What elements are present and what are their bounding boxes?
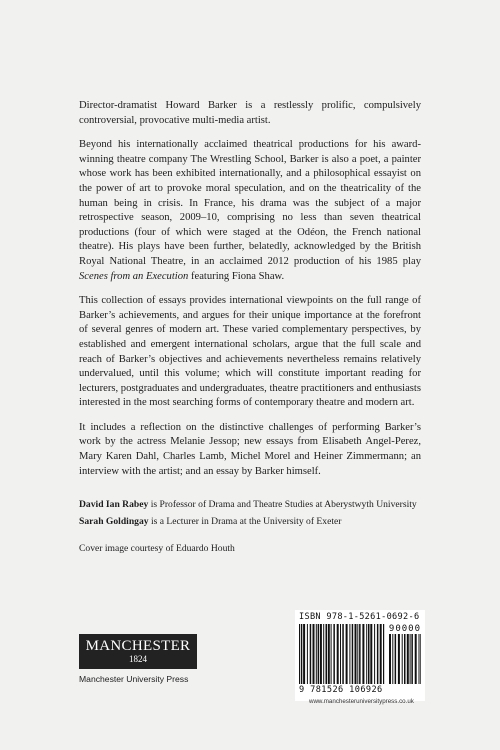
publisher-logo	[79, 634, 197, 684]
barcode-bar	[415, 634, 417, 684]
barcode-bars	[299, 624, 385, 684]
barcode-bar	[313, 624, 315, 684]
barcode-bar	[418, 634, 419, 684]
barcode-bar	[407, 634, 409, 684]
cover-credit: Cover image courtesy of Eduardo Houth	[79, 543, 235, 554]
editor-role: is Professor of Drama and Theatre Studies at Aberystwyth University	[148, 499, 417, 510]
blurb-paragraph-2-end: featuring Fiona Shaw.	[188, 270, 285, 282]
logo-year: 1824	[129, 653, 147, 664]
barcode-bar	[310, 624, 312, 684]
barcode-bar	[411, 634, 413, 684]
barcode-bar	[410, 634, 411, 684]
barcode-bar	[323, 624, 324, 684]
blurb-paragraph-2	[79, 138, 421, 284]
barcode-bar	[377, 624, 379, 684]
barcode-bar	[374, 624, 375, 684]
barcode-bar	[366, 624, 367, 684]
blurb	[79, 99, 421, 489]
publisher-url: www.manchesteruniversitypress.co.uk	[309, 698, 414, 705]
editor-name: David Ian Rabey	[79, 499, 149, 510]
editor-bios	[79, 496, 439, 530]
barcode-bar	[337, 624, 339, 684]
logo-box	[79, 634, 197, 669]
barcode-bar	[301, 624, 303, 684]
addon-bars	[389, 634, 421, 684]
barcode-bar	[368, 624, 370, 684]
barcode-bar	[402, 634, 403, 684]
barcode-bar	[318, 624, 320, 684]
barcode-bar	[359, 624, 361, 684]
barcode-panel	[295, 610, 425, 701]
barcode-bar	[307, 624, 308, 684]
barcode-bar	[342, 624, 344, 684]
editor-role: is a Lecturer in Drama at the University of Exeter	[148, 516, 342, 527]
play-title: Scenes from an Execution	[79, 270, 189, 282]
barcode-bar	[326, 624, 328, 684]
blurb-paragraph-1: Director-dramatist Howard Barker is a restlessly prolific, compulsively controversial, provocative multi-media artist.	[79, 100, 421, 126]
editor-name: Sarah Goldingay	[79, 516, 149, 527]
barcode-bar	[383, 624, 384, 684]
blurb-paragraph-3: This collection of essays provides international viewpoints on the full range of Barker’s achievements, and argues for their unique importance at the forefront of several genres of modern art. These varied complementary perspectives, by established and emergent international scholars, argue that the full scale and reach of Barker’s objectives and achievements nevertheless remains relatively undervalued, until this volume; which will constitute important reading for lecturers, postgraduates and undergraduates, theatre practitioners and enthusiasts interested in the most searching forms of contemporary theatre and modern art.	[79, 295, 421, 409]
barcode-bar	[340, 624, 341, 684]
editor-bio	[79, 513, 439, 530]
isbn-text: ISBN 978-1-5261-0692-6	[299, 612, 420, 622]
barcode-bar	[357, 624, 358, 684]
blurb-paragraph-2-text: Beyond his internationally acclaimed theatrical productions for his award-winning theatre company The Wrestling School, Barker is also a poet, a painter whose work has been exhibited internationally, and a philosophical essayist on the power of art to provoke moral speculation, and on the theatricality of the human being in crisis. In France, his drama was the subject of a major retrospective season, 2009–10, comprising no less than seven theatrical productions (four of which were staged at the Odéon, the French national theatre). His plays have been further, belatedly, acknowledged by the British Royal National Theatre, in an acclaimed 2012 production of his 1985 play	[79, 139, 421, 267]
barcode-bar	[362, 624, 364, 684]
barcode-bar	[355, 624, 357, 684]
barcode-bar	[420, 634, 421, 684]
barcode-bar	[389, 634, 391, 684]
barcode-bar	[404, 634, 406, 684]
ean-digits: 9 781526 106926	[299, 685, 383, 695]
barcode-bar	[333, 624, 335, 684]
editor-bio	[79, 496, 439, 513]
barcode-bar	[380, 624, 382, 684]
press-name: Manchester University Press	[79, 674, 189, 684]
barcode-bar	[346, 624, 348, 684]
barcode-addon	[389, 624, 421, 684]
barcode-bar	[299, 624, 300, 684]
barcode-bar	[395, 634, 397, 684]
barcode-bar	[316, 624, 317, 684]
barcode-bar	[331, 624, 332, 684]
barcode-bar	[320, 624, 322, 684]
barcode-bar	[303, 624, 305, 684]
barcode-bars-row	[299, 624, 421, 684]
barcode-bar	[398, 634, 400, 684]
barcode-bar	[328, 624, 330, 684]
blurb-paragraph-4: It includes a reflection on the distinctive challenges of performing Barker’s work by the actress Melanie Jessop; new essays from Elisabeth Angel-Perez, Mary Karen Dahl, Charles Lamb, Michel Morel and Heiner Zimmermann; an interview with the artist; and an essay by Barker himself.	[79, 421, 421, 477]
barcode-bar	[352, 624, 354, 684]
logo-name: MANCHESTER	[85, 637, 191, 654]
barcode-bar	[349, 624, 350, 684]
addon-digits: 90000	[388, 624, 421, 634]
barcode-bar	[392, 634, 393, 684]
barcode-bar	[370, 624, 372, 684]
